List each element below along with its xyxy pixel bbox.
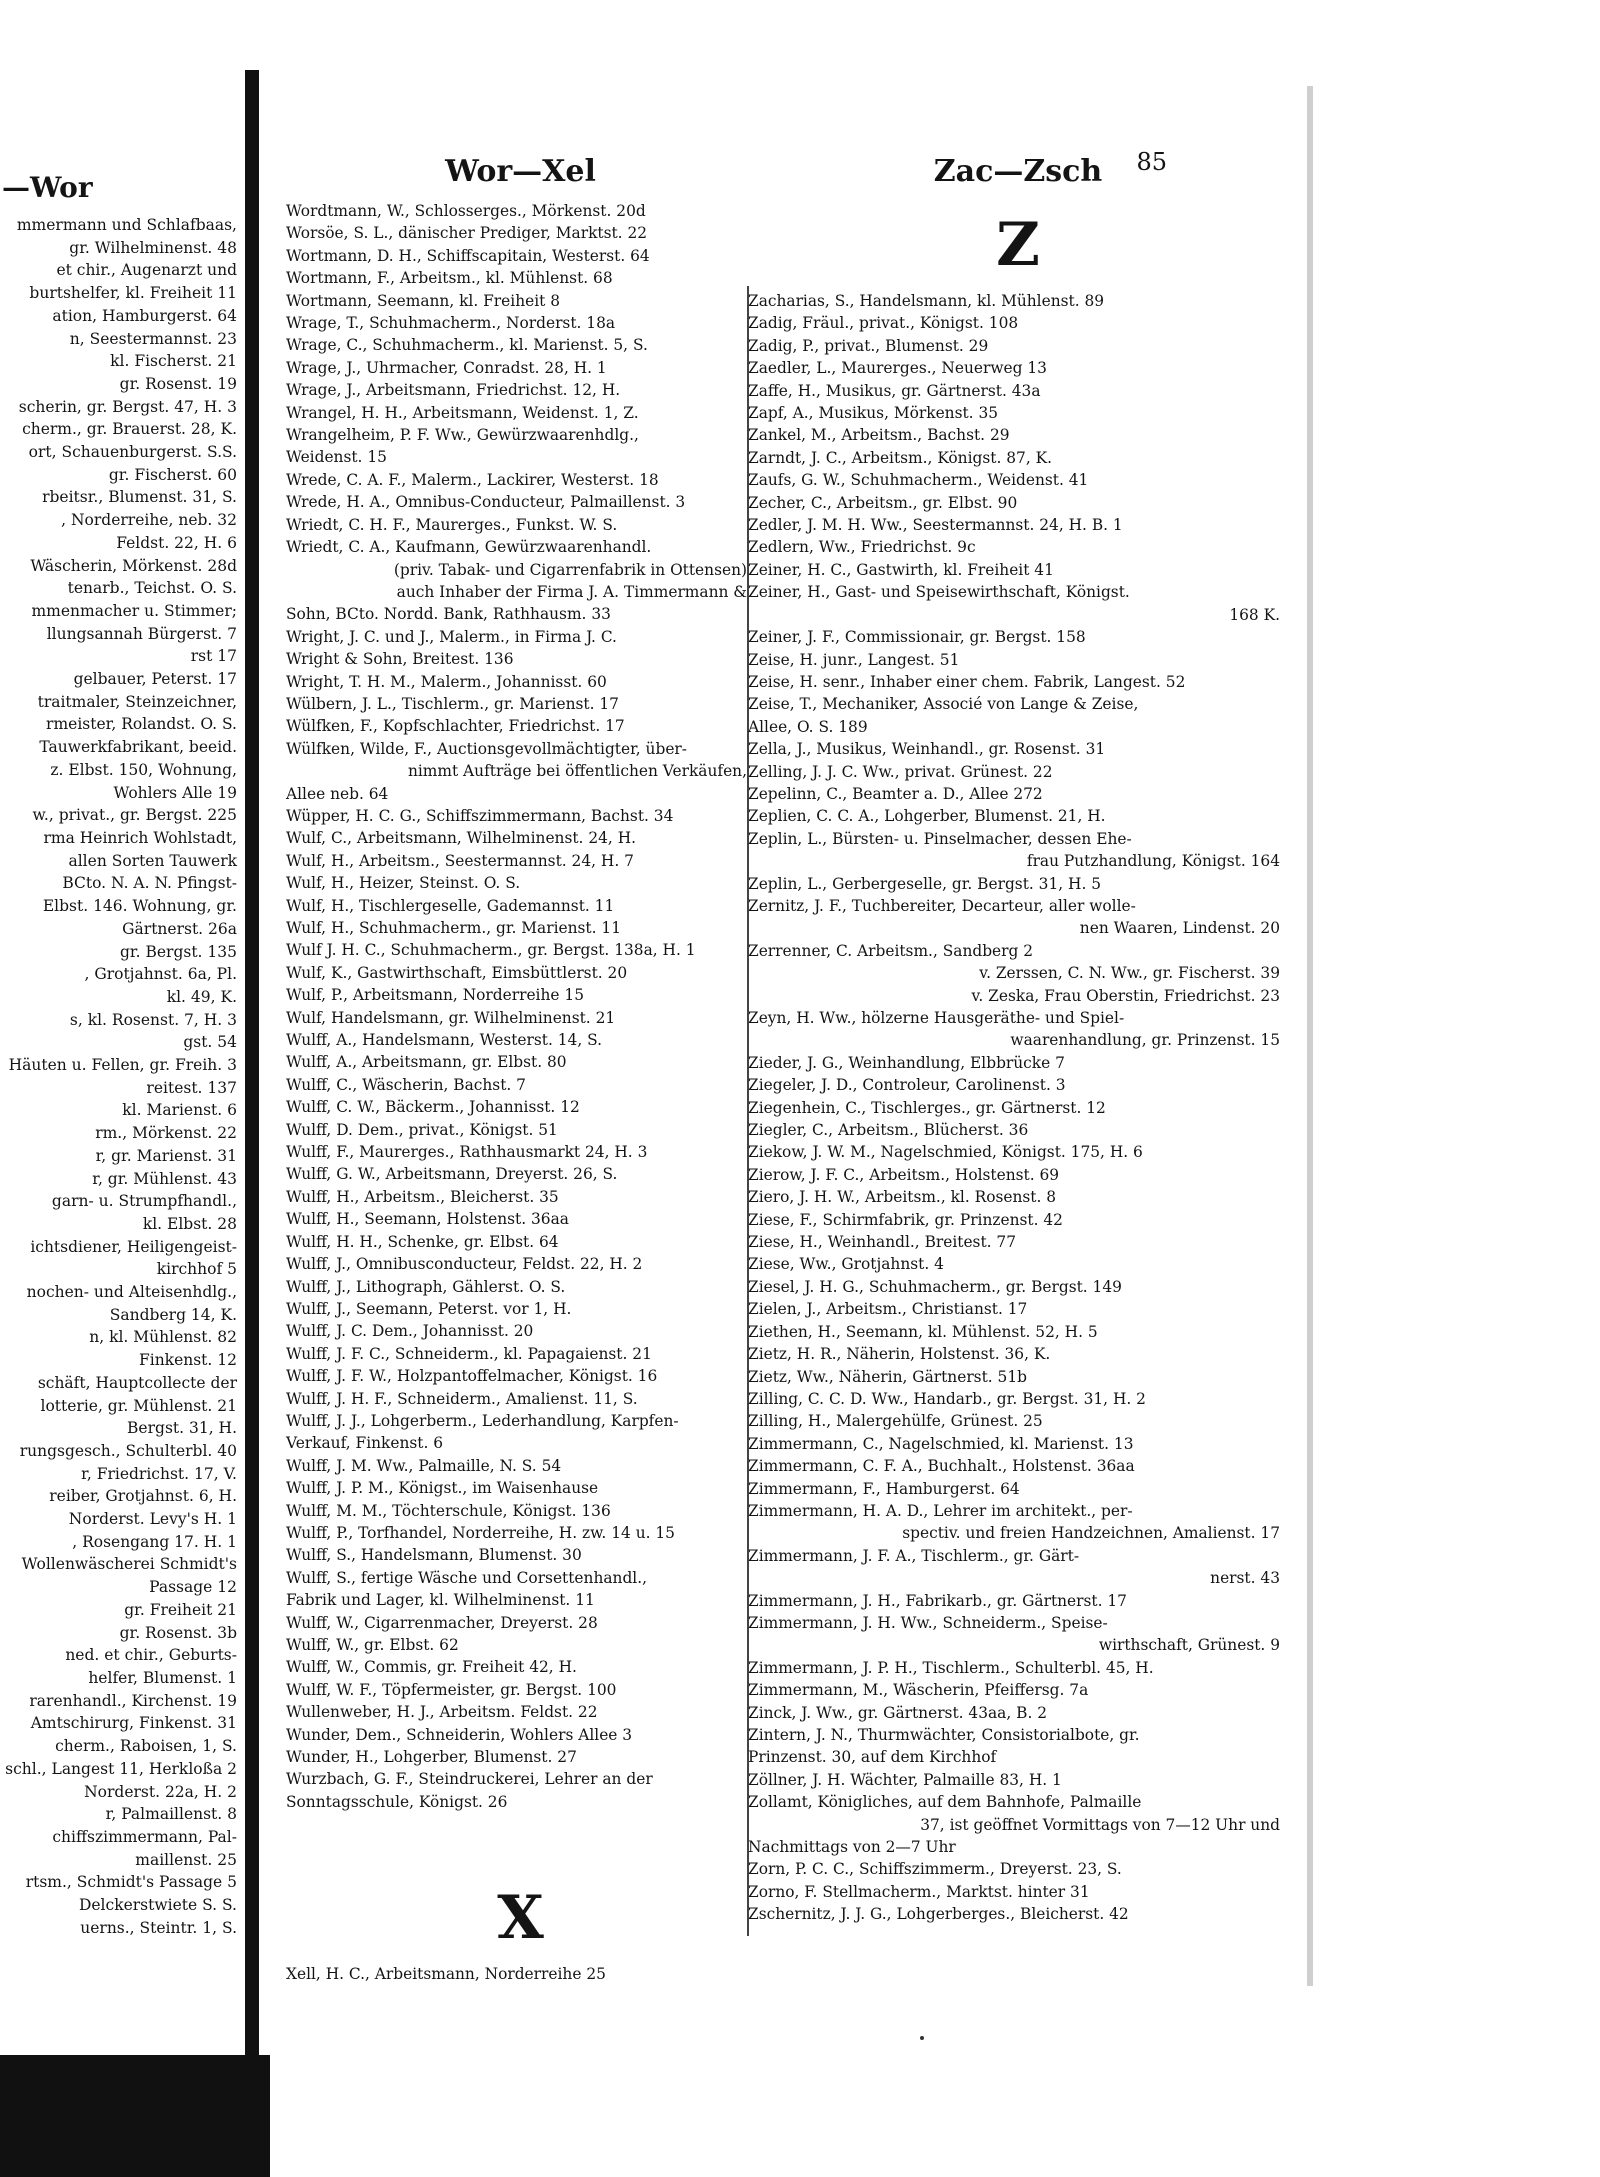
left-entry: ichtsdiener, Heiligengeist-	[30, 1237, 237, 1256]
directory-entry: Fabrik und Lager, kl. Wilhelminenst. 11	[286, 1591, 595, 1610]
directory-entry: Zintern, J. N., Thurmwächter, Consistorialbote, gr.	[748, 1726, 1140, 1744]
left-entry: Bergst. 31, H.	[127, 1419, 237, 1438]
directory-entry: Zimmermann, C., Nagelschmied, kl. Marienst. 13	[748, 1434, 1134, 1453]
directory-entry: Sohn, BCto. Nordd. Bank, Rathhausm. 33	[286, 605, 611, 624]
directory-entry: Wortmann, D. H., Schiffscapitain, Westerst. 64	[286, 246, 650, 265]
directory-entry: Wordtmann, W., Schlosserges., Mörkenst. 20d	[286, 202, 646, 220]
directory-entry: Wulf, K., Gastwirthschaft, Eimsbüttlerst. 20	[286, 963, 628, 982]
left-entry: et chir., Augenarzt und	[56, 261, 237, 280]
directory-entry: Zimmermann, J. P. H., Tischlerm., Schulterbl. 45, H.	[748, 1658, 1154, 1677]
directory-entry: Wortmann, Seemann, kl. Freiheit 8	[286, 291, 561, 310]
directory-entry: Wurzbach, G. F., Steindruckerei, Lehrer an der	[286, 1770, 653, 1789]
left-entry: rst 17	[190, 647, 237, 666]
directory-entry: Zollamt, Königliches, auf dem Bahnhofe, Palmaille	[748, 1793, 1142, 1812]
left-entry: burtshelfer, kl. Freiheit 11	[29, 284, 237, 303]
directory-entry: Wulff, J. J., Lohgerberm., Lederhandlung, Karpfen-	[286, 1411, 679, 1430]
left-entry: gr. Freiheit 21	[124, 1600, 237, 1619]
directory-entry: Wortmann, F., Arbeitsm., kl. Mühlenst. 68	[286, 269, 613, 288]
directory-entry: Wulff, C. W., Bäckerm., Johannisst. 12	[286, 1098, 580, 1117]
directory-entry: Wulff, J. F. W., Holzpantoffelmacher, Königst. 16	[286, 1367, 658, 1386]
left-entry: gr. Bergst. 135	[120, 942, 237, 961]
directory-entry: Wrangelheim, P. F. Ww., Gewürzwaarenhdlg.,	[286, 426, 639, 445]
directory-entry: Wriedt, C. A., Kaufmann, Gewürzwaarenhandl.	[286, 538, 652, 557]
directory-entry: Wulff, W., Commis, gr. Freiheit 42, H.	[286, 1658, 577, 1677]
directory-entry: Wulff, J., Seemann, Peterst. vor 1, H.	[286, 1299, 572, 1318]
directory-entry: Zietz, Ww., Näherin, Gärtnerst. 51b	[748, 1367, 1027, 1386]
directory-entry: (priv. Tabak- und Cigarrenfabrik in Ottensen)	[393, 560, 747, 579]
directory-entry: Ziese, H., Weinhandl., Breitest. 77	[748, 1233, 1017, 1252]
left-running-header: —Wor	[2, 171, 93, 204]
directory-entry: Wulf, H., Schuhmacherm., gr. Marienst. 11	[286, 919, 621, 937]
directory-entry: Wulff, J. C. Dem., Johannisst. 20	[286, 1322, 534, 1341]
directory-entry: Zeiner, H., Gast- und Speisewirthschaft, Königst.	[748, 583, 1130, 602]
directory-entry: Worsöe, S. L., dänischer Prediger, Marktst. 22	[286, 224, 648, 243]
directory-entry: Zimmermann, J. H., Fabrikarb., gr. Gärtnerst. 17	[748, 1591, 1127, 1610]
directory-entry: Zelling, J. J. C. Ww., privat. Grünest. 22	[748, 762, 1053, 781]
directory-entry: Zadig, P., privat., Blumenst. 29	[748, 336, 989, 355]
left-entry: reiber, Grotjahnst. 6, H.	[49, 1487, 237, 1506]
left-entry: rungsgesch., Schulterbl. 40	[19, 1441, 237, 1460]
directory-list-w	[282, 200, 759, 1813]
directory-entry: 37, ist geöffnet Vormittags von 7—12 Uhr und	[920, 1815, 1280, 1834]
directory-entry: Wrage, J., Uhrmacher, Conradst. 28, H. 1	[286, 358, 607, 377]
directory-entry: Wulff, P., Torfhandel, Norderreihe, H. zw. 14 u. 15	[286, 1523, 675, 1542]
left-entry: n, kl. Mühlenst. 82	[89, 1328, 237, 1347]
directory-entry: wirthschaft, Grünest. 9	[1098, 1636, 1280, 1655]
directory-entry: Wulff, H. H., Schenke, gr. Elbst. 64	[286, 1232, 559, 1251]
directory-entry: Zeise, H. junr., Langest. 51	[748, 650, 960, 669]
running-header-w-x: Wor—Xel	[445, 154, 596, 189]
left-entry: rm., Mörkenst. 22	[95, 1124, 237, 1143]
left-entry: mmermann und Schlafbaas,	[16, 216, 237, 234]
left-entry: maillenst. 25	[135, 1850, 237, 1869]
left-entry: s, kl. Rosenst. 7, H. 3	[69, 1010, 237, 1029]
left-entry: r, gr. Mühlenst. 43	[92, 1169, 237, 1188]
left-entry: Elbst. 146. Wohnung, gr.	[42, 897, 237, 916]
left-entry: rtsm., Schmidt's Passage 5	[25, 1873, 237, 1892]
directory-entry: Zeplin, L., Gerbergeselle, gr. Bergst. 31, H. 5	[748, 874, 1102, 893]
directory-entry: Ziekow, J. W. M., Nagelschmied, Königst. 175, H. 6	[748, 1143, 1143, 1162]
directory-entry: Zielen, J., Arbeitsm., Christianst. 17	[748, 1300, 1028, 1319]
left-entry: gst. 54	[183, 1033, 237, 1052]
directory-entry: Wulff, C., Wäscherin, Bachst. 7	[286, 1075, 526, 1094]
directory-entry: Wrangel, H. H., Arbeitsmann, Weidenst. 1, Z.	[286, 403, 639, 422]
directory-entry: Zorno, F. Stellmacherm., Marktst. hinter 31	[748, 1882, 1090, 1901]
directory-entry: Zimmermann, M., Wäscherin, Pfeiffersg. 7a	[748, 1681, 1089, 1700]
directory-entry: nen Waaren, Lindenst. 20	[1079, 919, 1280, 938]
directory-entry: Ziethen, H., Seemann, kl. Mühlenst. 52, H. 5	[748, 1322, 1098, 1341]
directory-entry: Zimmermann, C. F. A., Buchhalt., Holstenst. 36aa	[748, 1457, 1135, 1476]
directory-entry: Wunder, Dem., Schneiderin, Wohlers Allee 3	[286, 1725, 633, 1744]
left-page-fragment	[0, 90, 245, 2050]
left-entry: Passage 12	[149, 1578, 237, 1597]
left-entry: Wohlers Alle 19	[113, 783, 237, 802]
left-entry: rbeitsr., Blumenst. 31, S.	[42, 488, 237, 507]
page-number: 85	[1136, 148, 1167, 176]
left-entry: Häuten u. Fellen, gr. Freih. 3	[8, 1056, 237, 1075]
left-entry: Finkenst. 12	[138, 1351, 237, 1370]
directory-entry: Wulff, J. P. M., Königst., im Waisenhause	[286, 1479, 599, 1498]
directory-entry: Zeplien, C. C. A., Lohgerber, Blumenst. 21, H.	[748, 807, 1106, 826]
directory-entry: Zimmermann, J. F. A., Tischlerm., gr. Gärt-	[748, 1546, 1080, 1565]
left-entry: rma Heinrich Wohlstadt,	[43, 828, 237, 847]
directory-entry: frau Putzhandlung, Königst. 164	[1026, 852, 1280, 871]
directory-list-z	[744, 290, 1292, 1926]
left-entry: Gärtnerst. 26a	[122, 919, 237, 938]
directory-entry: Zilling, H., Malergehülfe, Grünest. 25	[748, 1412, 1043, 1431]
left-entry: r, gr. Marienst. 31	[95, 1146, 237, 1165]
section-letter-z: Z	[996, 210, 1040, 280]
directory-entry: Wulff, S., Handelsmann, Blumenst. 30	[286, 1546, 582, 1565]
directory-entry: Zeise, H. senr., Inhaber einer chem. Fabrik, Langest. 52	[748, 672, 1186, 691]
directory-entry: Zinck, J. Ww., gr. Gärtnerst. 43aa, B. 2	[748, 1703, 1048, 1722]
left-entry: uerns., Steintr. 1, S.	[80, 1918, 237, 1937]
left-entry: Wäscherin, Mörkenst. 28d	[30, 556, 237, 575]
left-entry: schl., Langest 11, Herkloßa 2	[5, 1759, 237, 1778]
directory-entry: Wulff, M. M., Töchterschule, Königst. 136	[286, 1501, 611, 1520]
directory-entry: Zedler, J. M. H. Ww., Seestermannst. 24, H. B. 1	[748, 516, 1123, 535]
directory-entry: Zecher, C., Arbeitsm., gr. Elbst. 90	[748, 493, 1018, 512]
directory-entry: Verkauf, Finkenst. 6	[286, 1434, 444, 1453]
left-entry: helfer, Blumenst. 1	[88, 1669, 237, 1687]
directory-entry: Zarndt, J. C., Arbeitsm., Königst. 87, K.	[748, 448, 1052, 467]
directory-entry: Wrage, C., Schuhmacherm., kl. Marienst. 5, S.	[286, 336, 648, 355]
left-entry: Wollenwäscherei Schmidt's	[21, 1555, 237, 1574]
left-entry: Norderst. Levy's H. 1	[68, 1510, 237, 1529]
directory-entry: Wulff, J. H. F., Schneiderm., Amalienst. 11, S.	[286, 1389, 638, 1408]
directory-entry: Wulff, D. Dem., privat., Königst. 51	[286, 1120, 558, 1139]
left-entry: Tauwerkfabrikant, beeid.	[39, 738, 237, 757]
left-entry: garn- u. Strumpfhandl.,	[51, 1192, 237, 1211]
directory-entry: Wulf, P., Arbeitsmann, Norderreihe 15	[286, 986, 584, 1005]
left-entry: rarenhandl., Kirchenst. 19	[29, 1691, 237, 1710]
left-entry: gr. Rosenst. 3b	[119, 1623, 237, 1642]
directory-entry: Wulff, G. W., Arbeitsmann, Dreyerst. 26, S.	[286, 1165, 618, 1184]
directory-entry: Zaedler, L., Maurerges., Neuerweg 13	[748, 359, 1047, 378]
directory-entry: Wulf, H., Arbeitsm., Seestermannst. 24, H. 7	[286, 851, 634, 870]
left-entry: Amtschirurg, Finkenst. 31	[30, 1714, 237, 1733]
directory-entry: Zeiner, J. F., Commissionair, gr. Bergst. 158	[748, 628, 1086, 647]
directory-entry: Zeyn, H. Ww., hölzerne Hausgeräthe- und Spiel-	[748, 1009, 1125, 1027]
left-entry: llungsannah Bürgerst. 7	[46, 624, 237, 643]
left-entry: gr. Rosenst. 19	[119, 374, 237, 393]
directory-entry: Ziese, Ww., Grotjahnst. 4	[748, 1255, 944, 1274]
left-entry: ort, Schauenburgerst. S.S.	[28, 443, 237, 462]
directory-entry: Wüpper, H. C. G., Schiffszimmermann, Bachst. 34	[286, 806, 674, 825]
directory-entry: Wulff, W., Cigarrenmacher, Dreyerst. 28	[286, 1613, 598, 1632]
directory-entry: Zepelinn, C., Beamter a. D., Allee 272	[748, 784, 1043, 803]
left-entry: schäft, Hauptcollecte der	[37, 1373, 237, 1392]
directory-entry: Ziegenhein, C., Tischlerges., gr. Gärtnerst. 12	[748, 1098, 1106, 1117]
directory-entry: Zierow, J. F. C., Arbeitsm., Holstenst. 69	[748, 1165, 1060, 1184]
directory-entry: Zernitz, J. F., Tuchbereiter, Decarteur, aller wolle-	[748, 896, 1136, 915]
directory-entry: Ziese, F., Schirmfabrik, gr. Prinzenst. 42	[748, 1210, 1063, 1229]
directory-list-x	[282, 1963, 759, 1985]
directory-entry: Wulff, A., Handelsmann, Westerst. 14, S.	[286, 1031, 603, 1050]
directory-entry: Wrede, H. A., Omnibus-Conducteur, Palmaillenst. 3	[286, 493, 686, 512]
directory-entry: Wulff, J. M. Ww., Palmaille, N. S. 54	[286, 1456, 562, 1475]
running-header-z: Zac—Zsch	[933, 154, 1103, 189]
left-entry: BCto. N. A. N. Pfingst-	[62, 874, 237, 893]
left-entry: reitest. 137	[146, 1078, 237, 1097]
directory-entry: Wulff, F., Maurerges., Rathhausmarkt 24, H. 3	[286, 1143, 648, 1162]
left-entry-list	[0, 214, 245, 1939]
directory-entry: Zeplin, L., Bürsten- u. Pinselmacher, dessen Ehe-	[748, 829, 1132, 848]
directory-entry: Wulff, H., Arbeitsm., Bleicherst. 35	[286, 1187, 559, 1206]
directory-entry: Zeiner, H. C., Gastwirth, kl. Freiheit 41	[748, 560, 1054, 579]
directory-entry: Zella, J., Musikus, Weinhandl., gr. Rosenst. 31	[748, 740, 1106, 759]
left-entry: allen Sorten Tauwerk	[68, 851, 237, 870]
directory-entry: v. Zeska, Frau Oberstin, Friedrichst. 23	[971, 986, 1280, 1005]
directory-entry: Zilling, C. C. D. Ww., Handarb., gr. Bergst. 31, H. 2	[748, 1389, 1146, 1408]
directory-entry: Wright, T. H. M., Malerm., Johannisst. 60	[286, 672, 607, 691]
directory-entry: Zedlern, Ww., Friedrichst. 9c	[748, 538, 976, 557]
directory-entry: Zietz, H. R., Näherin, Holstenst. 36, K.	[748, 1345, 1051, 1364]
directory-entry: Wulf, C., Arbeitsmann, Wilhelminenst. 24, H.	[286, 829, 637, 848]
left-entry: Sandberg 14, K.	[109, 1305, 237, 1324]
directory-entry: Wulff, A., Arbeitsmann, gr. Elbst. 80	[286, 1053, 567, 1072]
directory-entry: nimmt Aufträge bei öffentlichen Verkäufen,	[407, 762, 747, 781]
left-entry: kl. 49, K.	[166, 987, 237, 1006]
directory-entry: Zorn, P. C. C., Schiffszimmerm., Dreyerst. 23, S.	[748, 1860, 1122, 1879]
left-entry: , Rosengang 17. H. 1	[72, 1532, 237, 1551]
directory-entry: Sonntagsschule, Königst. 26	[286, 1792, 508, 1811]
directory-entry: Zöllner, J. H. Wächter, Palmaille 83, H. 1	[748, 1770, 1062, 1789]
directory-entry: v. Zerssen, C. N. Ww., gr. Fischerst. 39	[979, 964, 1280, 983]
book-spine	[245, 70, 259, 2120]
directory-entry: Zeise, T., Mechaniker, Associé von Lange & Zeise,	[748, 695, 1139, 714]
scan-dark-margin	[0, 2055, 270, 2177]
directory-entry: Wulf J. H. C., Schuhmacherm., gr. Bergst. 138a, H. 1	[286, 941, 696, 960]
directory-entry: Weidenst. 15	[286, 448, 387, 467]
directory-entry: Nachmittags von 2—7 Uhr	[748, 1838, 956, 1857]
left-entry: rmeister, Rolandst. O. S.	[46, 715, 237, 734]
left-entry: kl. Elbst. 28	[142, 1214, 237, 1233]
directory-entry: Wülbern, J. L., Tischlerm., gr. Marienst. 17	[286, 694, 619, 713]
directory-entry: Zacharias, S., Handelsmann, kl. Mühlenst. 89	[748, 292, 1105, 310]
directory-entry: Ziegler, C., Arbeitsm., Blücherst. 36	[748, 1121, 1029, 1140]
left-entry: ation, Hamburgerst. 64	[52, 306, 237, 325]
directory-entry: Wülfken, F., Kopfschlachter, Friedrichst. 17	[286, 717, 625, 736]
directory-entry: Zimmermann, J. H. Ww., Schneiderm., Speise-	[748, 1613, 1108, 1632]
directory-entry: Wrage, J., Arbeitsmann, Friedrichst. 12, H.	[286, 381, 621, 400]
left-entry: kirchhof 5	[156, 1260, 237, 1279]
directory-entry: Wright & Sohn, Breitest. 136	[286, 650, 514, 669]
left-entry: tenarb., Teichst. O. S.	[67, 579, 237, 598]
directory-entry: Wulff, J., Lithograph, Gählerst. O. S.	[286, 1277, 566, 1296]
left-entry: Norderst. 22a, H. 2	[84, 1782, 237, 1801]
ink-dot	[920, 2036, 924, 2040]
directory-entry: Wunder, H., Lohgerber, Blumenst. 27	[286, 1748, 577, 1767]
directory-entry: 168 K.	[1229, 605, 1280, 624]
right-page	[259, 86, 1313, 1986]
directory-entry: Ziero, J. H. W., Arbeitsm., kl. Rosenst. 8	[748, 1188, 1057, 1207]
directory-entry: Zankel, M., Arbeitsm., Bachst. 29	[748, 426, 1010, 445]
column-w-x	[282, 144, 759, 1986]
directory-entry: Ziesel, J. H. G., Schuhmacherm., gr. Bergst. 149	[748, 1277, 1122, 1296]
directory-entry: Zerrenner, C. Arbeitsm., Sandberg 2	[748, 941, 1034, 960]
directory-entry: Xell, H. C., Arbeitsmann, Norderreihe 25	[286, 1965, 606, 1984]
directory-entry: spectiv. und freien Handzeichnen, Amalienst. 17	[902, 1524, 1280, 1543]
left-entry: nochen- und Alteisenhdlg.,	[26, 1283, 237, 1302]
directory-entry: Wulff, J. F. C., Schneiderm., kl. Papagaienst. 21	[286, 1344, 652, 1363]
directory-entry: Wulff, W., gr. Elbst. 62	[286, 1636, 459, 1654]
left-entry: r, Friedrichst. 17, V.	[81, 1464, 237, 1483]
left-entry: r, Palmaillenst. 8	[105, 1805, 237, 1824]
left-entry: scherin, gr. Bergst. 47, H. 3	[18, 397, 237, 416]
directory-entry: Zaufs, G. W., Schuhmacherm., Weidenst. 41	[748, 471, 1089, 490]
directory-entry: Wrage, T., Schuhmacherm., Norderst. 18a	[286, 314, 616, 333]
directory-entry: Zapf, A., Musikus, Mörkenst. 35	[748, 404, 999, 423]
directory-entry: Allee neb. 64	[286, 784, 389, 803]
left-entry: w., privat., gr. Bergst. 225	[32, 806, 237, 825]
left-entry: gr. Wilhelminenst. 48	[69, 238, 237, 257]
directory-entry: Ziegeler, J. D., Controleur, Carolinenst. 3	[748, 1076, 1066, 1095]
directory-entry: Prinzenst. 30, auf dem Kirchhof	[748, 1748, 997, 1767]
directory-entry: Wulff, S., fertige Wäsche und Corsettenhandl.,	[286, 1568, 648, 1587]
left-entry: gr. Fischerst. 60	[108, 465, 237, 484]
directory-entry: Zimmermann, F., Hamburgerst. 64	[748, 1479, 1020, 1498]
left-entry: Feldst. 22, H. 6	[116, 533, 237, 552]
left-entry: Delckerstwiete S. S.	[78, 1896, 237, 1915]
left-entry: chiffszimmermann, Pal-	[52, 1827, 237, 1846]
directory-entry: Zschernitz, J. J. G., Lohgerberges., Bleicherst. 42	[748, 1905, 1129, 1924]
column-z	[744, 144, 1292, 1926]
directory-entry: Wulf, H., Tischlergeselle, Gademannst. 11	[286, 896, 615, 915]
left-entry: mmenmacher u. Stimmer;	[31, 601, 237, 620]
left-entry: ned. et chir., Geburts-	[65, 1646, 237, 1665]
directory-entry: Wriedt, C. H. F., Maurerges., Funkst. W. S.	[286, 515, 618, 534]
left-entry: , Norderreihe, neb. 32	[61, 511, 237, 530]
left-entry: cherm., Raboisen, 1, S.	[55, 1737, 237, 1756]
left-entry: kl. Marienst. 6	[122, 1101, 237, 1120]
left-entry: traitmaler, Steinzeichner,	[37, 692, 237, 711]
section-letter-x: X	[497, 1883, 544, 1954]
directory-entry: Wrede, C. A. F., Malerm., Lackirer, Westerst. 18	[286, 470, 659, 489]
directory-entry: Wülfken, Wilde, F., Auctionsgevollmächtigter, über-	[286, 739, 687, 758]
directory-entry: Zadig, Fräul., privat., Königst. 108	[748, 314, 1019, 333]
directory-entry: Wulff, H., Seemann, Holstenst. 36aa	[286, 1210, 569, 1229]
directory-entry: Zaffe, H., Musikus, gr. Gärtnerst. 43a	[748, 381, 1041, 400]
left-entry: gelbauer, Peterst. 17	[73, 670, 237, 689]
directory-entry: Allee, O. S. 189	[748, 717, 868, 736]
left-entry: kl. Fischerst. 21	[110, 352, 237, 371]
directory-entry: Wulf, H., Heizer, Steinst. O. S.	[286, 874, 521, 893]
directory-entry: nerst. 43	[1210, 1569, 1280, 1588]
directory-entry: Wulff, J., Omnibusconducteur, Feldst. 22, H. 2	[286, 1255, 643, 1274]
directory-entry: Wulf, Handelsmann, gr. Wilhelminenst. 21	[286, 1008, 616, 1027]
directory-entry: waarenhandlung, gr. Prinzenst. 15	[1010, 1031, 1280, 1050]
left-entry: cherm., gr. Brauerst. 28, K.	[22, 420, 237, 439]
left-entry: , Grotjahnst. 6a, Pl.	[84, 965, 237, 984]
left-entry: z. Elbst. 150, Wohnung,	[50, 760, 237, 779]
directory-entry: Zimmermann, H. A. D., Lehrer im architekt., per-	[748, 1501, 1133, 1520]
directory-entry: Wulff, W. F., Töpfermeister, gr. Bergst. 100	[286, 1680, 617, 1699]
directory-entry: Zieder, J. G., Weinhandlung, Elbbrücke 7	[748, 1053, 1065, 1072]
left-entry: lotterie, gr. Mühlenst. 21	[40, 1396, 237, 1415]
left-entry: n, Seestermannst. 23	[69, 329, 237, 348]
directory-entry: Wullenweber, H. J., Arbeitsm. Feldst. 22	[286, 1703, 598, 1722]
directory-entry: auch Inhaber der Firma J. A. Timmermann &	[396, 582, 747, 601]
directory-entry: Wright, J. C. und J., Malerm., in Firma J. C.	[286, 627, 617, 646]
